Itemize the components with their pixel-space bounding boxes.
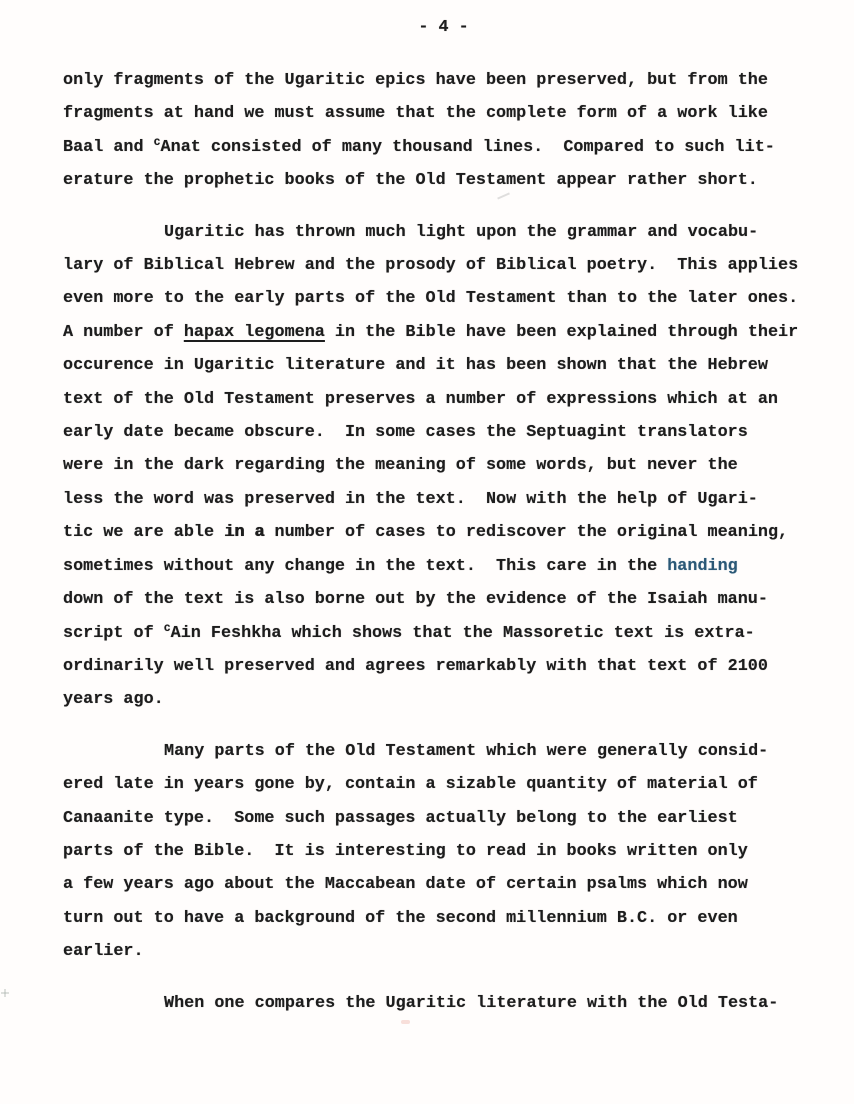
text-line: [63, 768, 813, 801]
text-segment: ered late in years gone by, contain a sizable quantity of material of: [63, 775, 758, 795]
text-segment: ordinarily well preserved and agrees remarkably with that text of 2100: [63, 656, 768, 676]
text-line: [63, 935, 813, 968]
scan-smudge: [4, 989, 6, 997]
text-segment: less the word was preserved in the text. Now with the help of Ugari-: [63, 489, 758, 509]
text-line: [63, 316, 813, 349]
text-segment: parts of the Bible. It is interesting to read in books written only: [63, 841, 748, 861]
text-line: [63, 164, 813, 197]
text-line: [63, 97, 813, 130]
text-line: [63, 349, 813, 382]
text-segment: turn out to have a background of the second millennium B.C. or even: [63, 908, 738, 928]
text-segment: Anat consisted of many thousand lines. Compared to such lit-: [160, 137, 775, 157]
text-segment: sometimes without any change in the text. This care in the: [63, 556, 668, 576]
text-line: [63, 617, 813, 650]
text-segment: even more to the early parts of the Old Testament than to the later ones.: [63, 289, 799, 309]
text-line: [63, 683, 813, 716]
superscript-letter: c: [153, 135, 161, 149]
text-line: [63, 64, 813, 97]
text-segment: earlier.: [63, 942, 144, 962]
text-line: [63, 282, 813, 315]
text-segment: When one compares the Ugaritic literature with the Old Testa-: [164, 993, 779, 1013]
text-segment: script of: [63, 623, 164, 643]
paragraph: [63, 216, 813, 717]
text-line: [63, 868, 813, 901]
text-segment: Many parts of the Old Testament which were generally consid-: [164, 741, 769, 761]
underlined-term: hapax legomena: [183, 322, 325, 342]
text-segment: fragments at hand we must assume that the complete form of a work like: [63, 104, 768, 124]
text-line: [63, 416, 813, 449]
text-segment: erature the prophetic books of the Old Testament appear rather short.: [63, 171, 758, 191]
text-segment: Ugaritic has thrown much light upon the grammar and vocabu-: [164, 222, 759, 242]
text-segment: Canaanite type. Some such passages actually belong to the earliest: [63, 808, 738, 828]
text-segment: tic we are able: [63, 523, 225, 543]
text-line: [63, 449, 813, 482]
accent-word: handing: [667, 556, 738, 576]
document-body: [63, 64, 813, 1020]
superscript-letter: c: [163, 621, 171, 635]
page-number: - 4 -: [418, 18, 469, 37]
text-line: [63, 383, 813, 416]
text-line: [63, 802, 813, 835]
text-segment: lary of Biblical Hebrew and the prosody of Biblical poetry. This applies: [63, 256, 799, 276]
text-segment: years ago.: [63, 690, 164, 710]
text-segment: in the Bible have been explained through their: [324, 322, 799, 342]
text-line: [63, 735, 813, 768]
text-segment: Baal and: [63, 137, 154, 157]
text-line: [63, 216, 813, 249]
text-line: [63, 131, 813, 164]
text-line: [63, 583, 813, 616]
text-segment: text of the Old Testament preserves a number of expressions which at an: [63, 389, 778, 409]
text-line: [63, 483, 813, 516]
text-segment: A number of: [63, 322, 184, 342]
text-segment: were in the dark regarding the meaning of some words, but never the: [63, 456, 738, 476]
text-segment: a few years ago about the Maccabean date of certain psalms which now: [63, 875, 748, 895]
text-segment: down of the text is also borne out by the evidence of the Isaiah manu-: [63, 590, 768, 610]
text-line: [63, 650, 813, 683]
text-segment: occurence in Ugaritic literature and it has been shown that the Hebrew: [63, 356, 768, 376]
text-segment: only fragments of the Ugaritic epics have been preserved, but from the: [63, 71, 768, 90]
text-segment: Ain Feshkha which shows that the Massoretic text is extra-: [170, 623, 755, 643]
text-segment: number of cases to rediscover the original meaning,: [264, 523, 789, 543]
text-segment: early date became obscure. In some cases the Septuagint translators: [63, 423, 748, 443]
text-line: [63, 987, 813, 1020]
paragraph: [63, 735, 813, 969]
scan-smudge: [401, 1020, 410, 1024]
text-line: [63, 835, 813, 868]
text-line: [63, 902, 813, 935]
paragraph: [63, 64, 813, 198]
text-segment: in a: [224, 523, 265, 543]
paragraph: [63, 987, 813, 1020]
text-line: [63, 516, 813, 549]
text-line: [63, 550, 813, 583]
text-line: [63, 249, 813, 282]
